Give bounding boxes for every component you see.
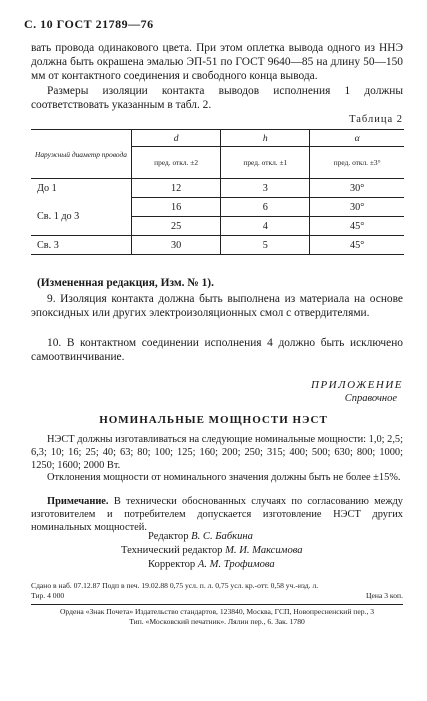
table-row (31, 179, 404, 198)
cell-h: 5 (221, 236, 310, 255)
paragraph-9: 9. Изоляция контакта должна быть выполнена из материала на основе эпоксидных или других электроизоляционных смол с отвердителями. (31, 293, 403, 319)
cell-h: 4 (221, 217, 310, 236)
tech-editor-line (121, 545, 303, 556)
cell-d: 16 (132, 198, 221, 217)
table-row (31, 198, 404, 217)
col-h-tolerance: пред. откл. ±1 (221, 147, 310, 179)
imprint-divider (31, 604, 403, 605)
appendix-reference: Справочное (344, 393, 397, 404)
page-header: С. 10 ГОСТ 21789—76 (24, 17, 154, 31)
imprint-line-1: Сдано в наб. 07.12.87 Подп в печ. 19.02.88 0,75 усл. п. л. 0,75 усл. кр.-отт. 0,58 уч.-изд. л. (31, 581, 319, 590)
sizes-paragraph: Размеры изоляции контакта выводов исполнения 1 должны соответствовать указанным в табл. 2. (31, 85, 403, 111)
editor-label: Редактор (148, 531, 189, 542)
editor-name: В. С. Бабкина (191, 531, 253, 542)
cell-a: 45° (310, 236, 404, 255)
deviation-paragraph: Отклонения мощности от номинального значения должны быть не более ±15%. (47, 472, 401, 483)
corrector-line (148, 559, 275, 570)
corrector-name: А. М. Трофимова (197, 559, 275, 570)
publisher-info (31, 607, 403, 627)
intro-paragraph: вать провода одинакового цвета. При этом оплетка вывода одного из ННЭ должна быть окрашена эмалью ЭП-51 по ГОСТ 9640—85 на длину 50—150 мм от контактного соединения и свободного конца вывода. (31, 42, 403, 82)
cell-h: 6 (221, 198, 310, 217)
note-text: В технически обоснованных случаях по согласованию между изготовителем и потребителем допускается изготовление НЭСТ других номинальных мощностей. (31, 496, 403, 533)
tech-editor-name: М. И. Максимова (225, 545, 303, 556)
cell-d: 12 (132, 179, 221, 198)
table-row (31, 236, 404, 255)
publisher-line-1: Ордена «Знак Почета» Издательство стандартов, 123840, Москва, ГСП, Новопресненский пер., 3 (59, 607, 375, 616)
note-head: Примечание. (47, 496, 109, 507)
cell-a: 30° (310, 198, 404, 217)
cell-a: 45° (310, 217, 404, 236)
tech-editor-label: Технический редактор (121, 545, 223, 556)
table-caption: Таблица 2 (349, 114, 403, 125)
cell-a: 30° (310, 179, 404, 198)
cell-h: 3 (221, 179, 310, 198)
section-title: НОМИНАЛЬНЫЕ МОЩНОСТИ НЭСТ (99, 414, 328, 426)
power-paragraph: НЭСТ должны изготавливаться на следующие номинальные мощности: 1,0; 2,5; 6,3; 10; 16; 25; 40; 63; 80; 100; 125; 160; 200; 250; 315; 400; 500; 630; 800; 1000; 1250; 1600; 2000 Вт. (31, 434, 404, 471)
row-label: Св. 1 до 3 (37, 210, 80, 222)
amended-note: (Измененная редакция, Изм. № 1). (37, 277, 214, 289)
col-a-tolerance: пред. откл. ±3° (310, 147, 404, 179)
col-d-tolerance: пред. откл. ±2 (132, 147, 221, 179)
imprint-line-2 (31, 591, 403, 601)
col-a-symbol: α (310, 130, 404, 147)
corrector-label: Корректор (148, 559, 196, 570)
table-2 (31, 129, 404, 255)
cell-d: 25 (132, 217, 221, 236)
col-d-symbol: d (132, 130, 221, 147)
editor-line (148, 531, 253, 542)
appendix-label: ПРИЛОЖЕНИЕ (311, 379, 403, 391)
row-header: Наружный диаметр провода (31, 130, 132, 179)
row-label: Св. 3 (31, 236, 132, 255)
circulation: Тир. 4 000 (31, 591, 65, 600)
row-label: До 1 (37, 182, 57, 194)
col-h-symbol: h (221, 130, 310, 147)
publisher-line-2: Тип. «Московский печатник». Лялин пер., 6. Зак. 1780 (129, 617, 305, 626)
paragraph-10: 10. В контактном соединении исполнения 4 должно быть исключено самоотвинчивание. (31, 337, 403, 363)
imprint (31, 581, 403, 601)
note-paragraph (31, 496, 403, 534)
price: Цена 3 коп. (366, 591, 403, 600)
cell-d: 30 (132, 236, 221, 255)
